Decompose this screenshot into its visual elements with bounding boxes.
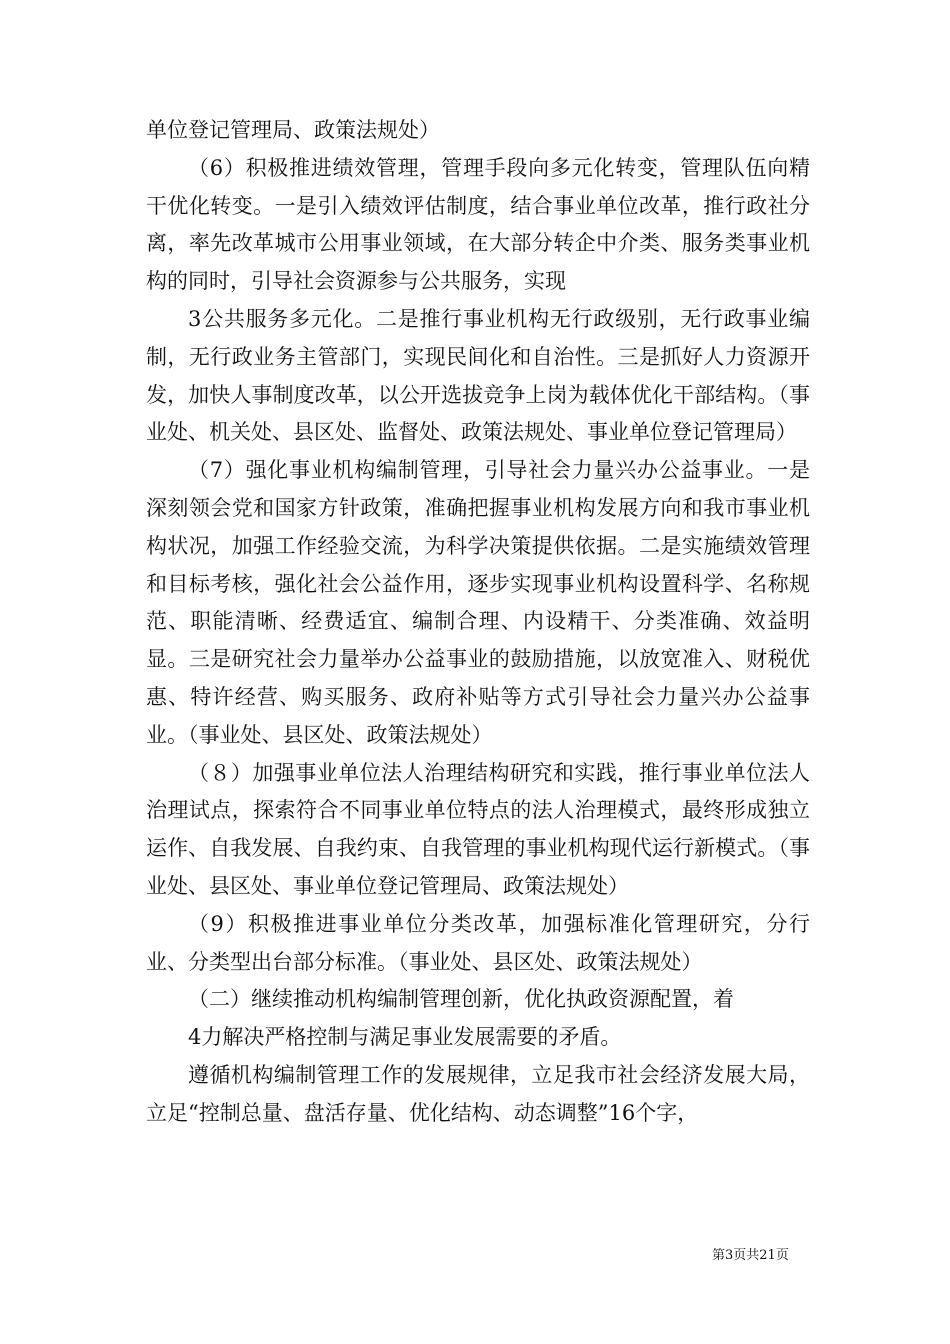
section-heading-2: （二）继续推动机构编制管理创新，优化执政资源配置，着 — [188, 987, 734, 1012]
paragraph-continuation: 单位登记管理局、政策法规处） — [146, 118, 440, 142]
paragraph-item-9: （9）积极推进事业单位分类改革，加强标准化管理研究，分行业、分类型出台部分标准。（事业处、县区处、政策法规处） — [146, 911, 810, 974]
paragraph-item-7: （7）强化事业机构编制管理，引导社会力量兴办公益事业。一是深刻领会党和国家方针政策，准确把握事业机构发展方向和我市事业机构状况，加强工作经验交流，为科学决策提供依据。二是实施绩效管理和目标考核，强化社会公益作用，逐步实现事业机构设置科学、名称规范、职能清晰、经费适宜、编制合理、内设精干、分类准确、效益明显。三是研究社会力量举办公益事业的鼓励措施，以放宽准入、财税优惠、特许经营、购买服务、政府补贴等方式引导社会力量兴办公益事业。（事业处、县区处、政策法规处） — [146, 458, 810, 747]
section-heading-2-continued: 4力解决严格控制与满足事业发展需要的矛盾。 — [188, 1025, 622, 1050]
page-number: 第3页共21页 — [712, 1248, 789, 1263]
paragraph-principles: 遵循机构编制管理工作的发展规律，立足我市社会经济发展大局，立足“控制总量、盘活存量、优化结构、动态调整”16个字， — [146, 1062, 810, 1125]
paragraph-item-6: （6）积极推进绩效管理，管理手段向多元化转变，管理队伍向精干优化转变。一是引入绩效评估制度，结合事业单位改革，推行政社分离，率先改革城市公用事业领域，在大部分转企中介类、服务类事业机构的同时，引导社会资源参与公共服务，实现 — [146, 155, 810, 294]
paragraph-item-8: （８）加强事业单位法人治理结构研究和实践，推行事业单位法人治理试点，探索符合不同事业单位特点的法人治理模式，最终形成独立运作、自我发展、自我约束、自我管理的事业机构现代运行新模式。（事业处、县区处、事业单位登记管理局、政策法规处） — [146, 760, 810, 898]
document-body — [146, 112, 810, 1133]
paragraph-item-6-continued: 3公共服务多元化。二是推行事业机构无行政级别，无行政事业编制，无行政业务主管部门，实现民间化和自治性。三是抓好人力资源开发，加快人事制度改革，以公开选拔竞争上岗为载体优化干部结构。（事业处、机关处、县区处、监督处、政策法规处、事业单位登记管理局） — [146, 306, 810, 445]
